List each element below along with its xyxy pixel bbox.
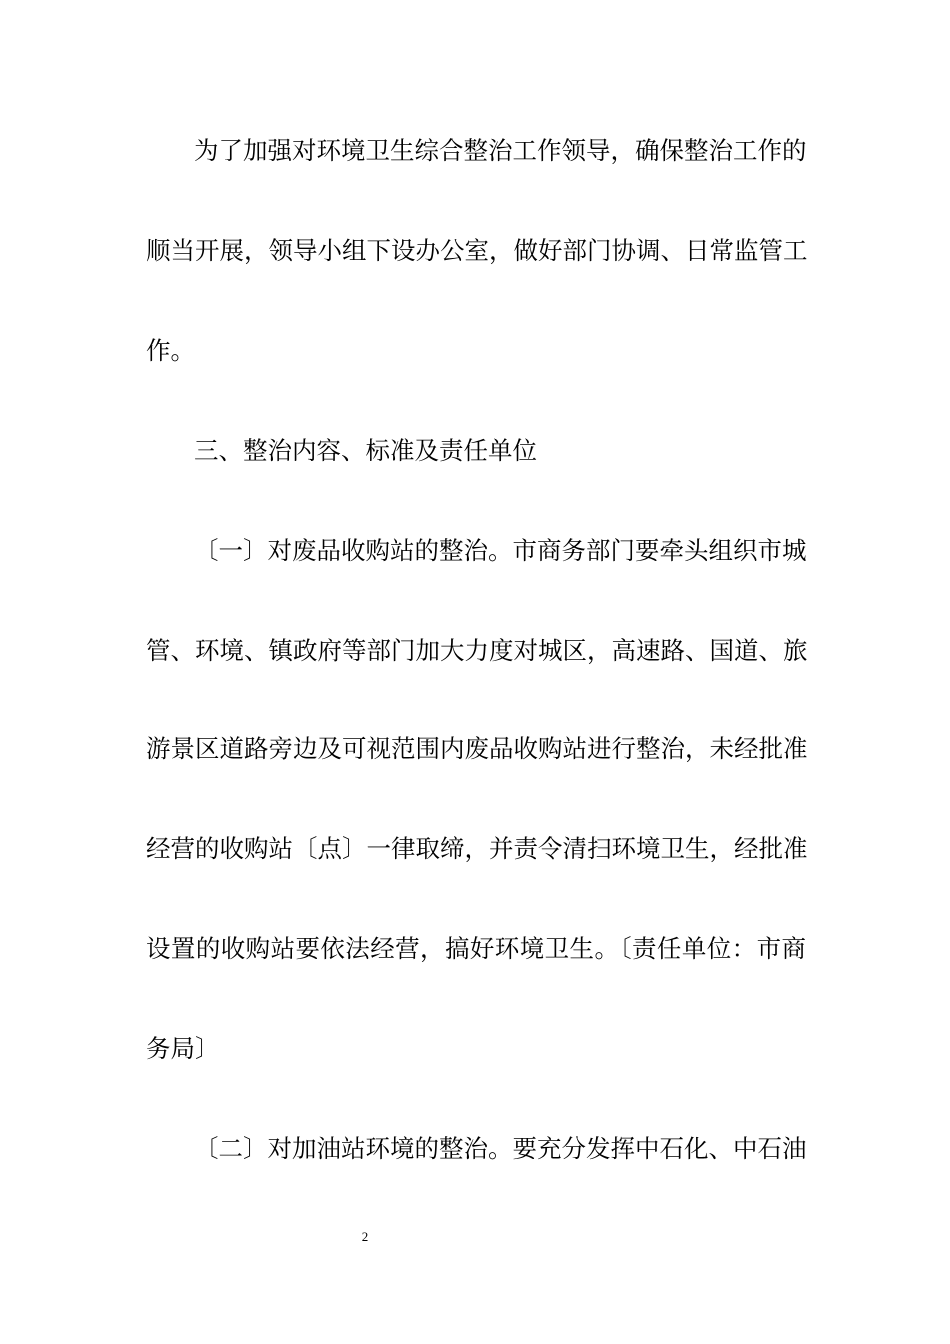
paragraph-2-line-6: 务局〕 <box>146 1034 220 1063</box>
paragraph-2-line-2: 管、环境、镇政府等部门加大力度对城区，高速路、国道、旅 <box>146 636 808 665</box>
paragraph-2-line-5: 设置的收购站要依法经营，搞好环境卫生。〔责任单位：市商 <box>146 934 806 963</box>
paragraph-2-line-4: 经营的收购站〔点〕一律取缔，并责令清扫环境卫生，经批准 <box>146 834 808 863</box>
paragraph-2-line-1: 〔一〕对废品收购站的整治。市商务部门要牵头组织市城 <box>194 536 807 565</box>
paragraph-1-line-2: 顺当开展，领导小组下设办公室，做好部门协调、日常监管工 <box>146 236 808 265</box>
section-heading: 三、整治内容、标准及责任单位 <box>194 436 537 465</box>
paragraph-1-line-3: 作。 <box>146 336 195 365</box>
paragraph-2-line-3: 游景区道路旁边及可视范围内废品收购站进行整治，未经批准 <box>146 734 808 763</box>
paragraph-3-line-1: 〔二〕对加油站环境的整治。要充分发挥中石化、中石油 <box>194 1134 807 1163</box>
page-number: 2 <box>361 1229 369 1244</box>
paragraph-1-line-1: 为了加强对环境卫生综合整治工作领导，确保整治工作的 <box>194 136 807 165</box>
